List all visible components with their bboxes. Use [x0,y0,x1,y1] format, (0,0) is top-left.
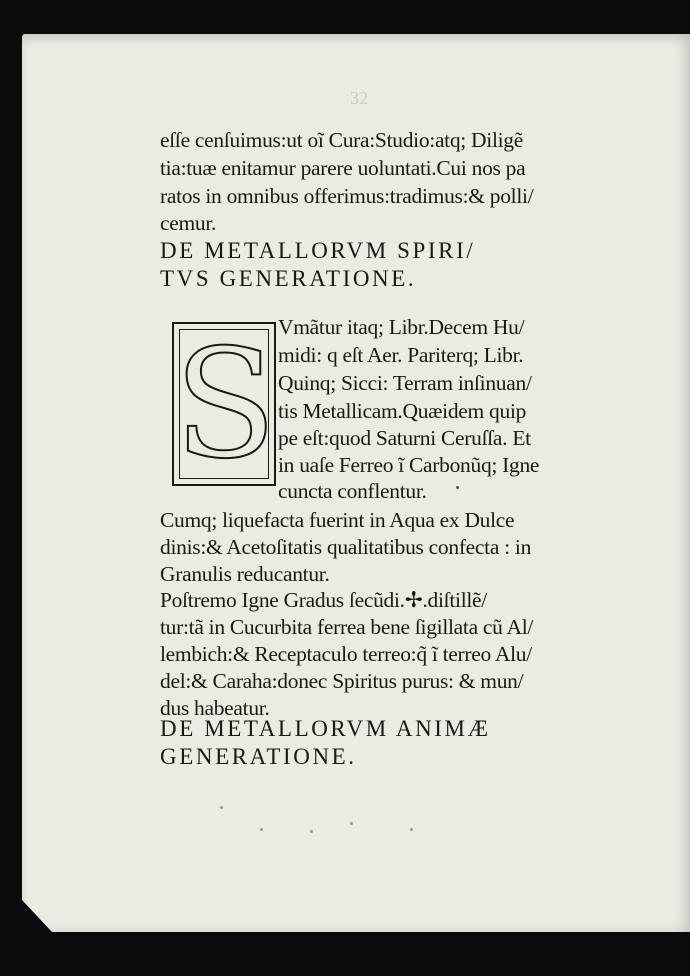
text-line: eſſe cenſuimus:ut oĩ Cura:Studio:atq; Diligẽ [160,128,523,152]
text-line: tur:tã in Cucurbita ferrea bene ſigillata cũ Al/ [160,615,534,639]
text-line: Quinq; Sicci: Terram inſinuan/ [278,371,532,395]
text-line: Cumq; liquefacta fuerint in Aqua ex Dulce [160,508,515,532]
text-line: tis Metallicam.Quæidem quip [278,399,527,423]
text-line: in uaſe Ferreo ĩ Carbonũq; Igne [278,453,540,477]
text-line: cemur. [160,211,217,235]
page-corner-fold [22,900,52,932]
text-line: dus habeatur. [160,696,270,720]
text-line: tia:tuæ enitamur parere uoluntati.Cui nos pa [160,156,526,180]
text-line: Vmãtur itaq; Libr.Decem Hu/ [278,315,525,339]
paper-stains [200,800,450,840]
ink-dot [456,486,459,489]
text-line: cuncta conflentur. [278,479,427,503]
text-line: del:& Caraha:donec Spiritus purus: & mun/ [160,669,524,693]
text-line: ratos in omnibus offerimus:tradimus:& polli/ [160,184,534,208]
text-line: lembich:& Receptaculo terreo:q̃ ĩ terreo Alu/ [160,642,532,666]
text-line: pe eſt:quod Saturni Ceruſſa. Et [278,426,531,450]
text-line: midi: q eſt Aer. Pariterq; Libr. [278,343,524,367]
text-line: Granulis reducantur. [160,562,330,586]
section-heading: TVS GENERATIONE. [160,266,417,291]
section-heading: DE METALLORVM SPIRI/ [160,238,476,263]
page-number: 32 [350,88,368,108]
text-line: Poſtremo Igne Gradus ſecũdi.✢.diſtillẽ/ [160,588,487,612]
decorated-initial [172,318,277,492]
section-heading: GENERATIONE. [160,744,357,769]
section-heading: DE METALLORVM ANIMÆ [160,716,491,741]
initial-letter: S [174,318,277,492]
text-line: dinis:& Acetoſitatis qualitatibus confecta : in [160,535,532,559]
